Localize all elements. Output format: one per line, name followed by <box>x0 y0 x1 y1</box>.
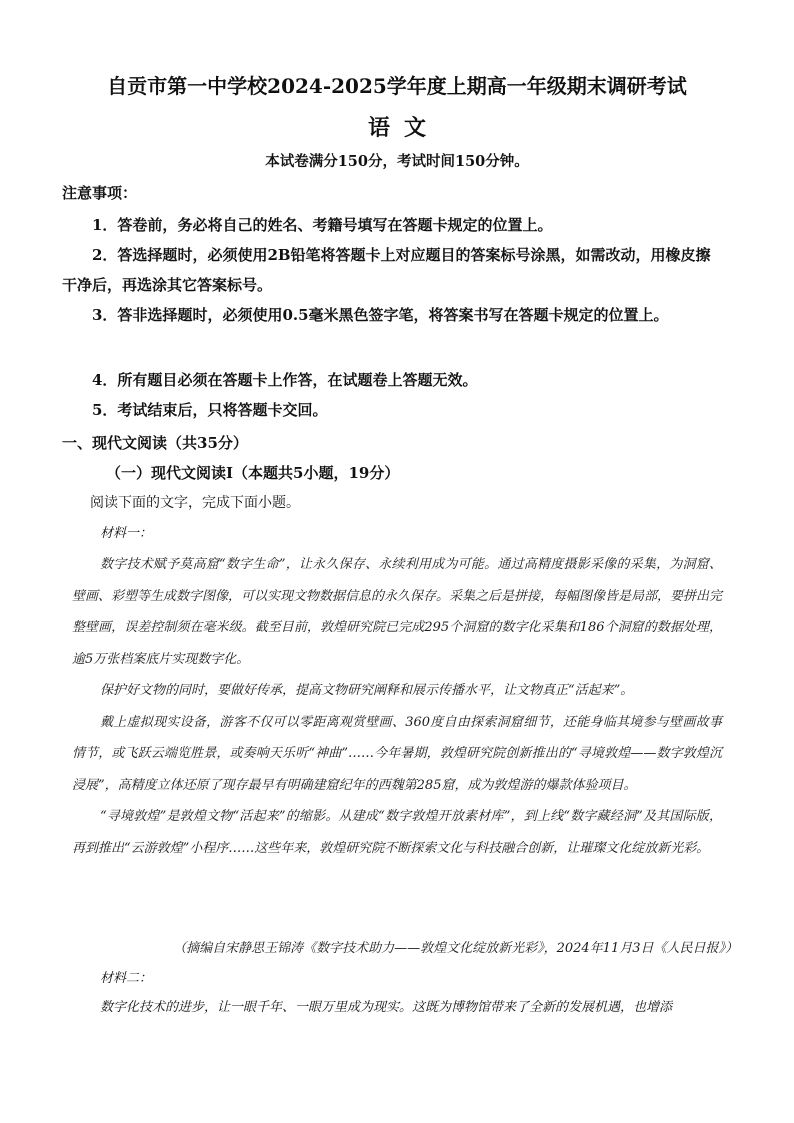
subsection-title: （一）现代文阅读I（本题共5小题，19分） <box>106 464 400 482</box>
notice-item-3: 3．答非选择题时，必须使用0.5毫米黑色签字笔，将答案书写在答题卡规定的位置上。 <box>92 306 669 324</box>
notice-item-2: 2．答选择题时，必须使用2B铅笔将答题卡上对应题目的答案标号涂黑，如需改动，用橡皮擦干净后，再选涂其它答案标号。 <box>62 246 711 294</box>
material1-body <box>72 549 722 864</box>
material1-paragraph: 保护好文物的同时，要做好传承，提高文物研究阐释和展示传播水平，让文物真正“活起来”。 <box>100 683 634 698</box>
notice-heading: 注意事项： <box>62 184 138 202</box>
material1-label: 材料一： <box>100 526 153 541</box>
material2-label: 材料二： <box>100 971 153 986</box>
section-title: 一、现代文阅读（共35分） <box>62 434 248 452</box>
material1-source: （摘编自宋静思王锦涛《数字技术助力——敦煌文化绽放新光彩》，2024年11月3日《人民日报》） <box>173 941 738 956</box>
material2-first-line: 数字化技术的进步，让一眼千年、一眼万里成为现实。这既为博物馆带来了全新的发展机遇，也增添 <box>100 1000 673 1015</box>
material1-paragraph: 戴上虚拟现实设备，游客不仅可以零距离观赏壁画、360度自由探索洞窟细节，还能身临其境参与壁画故事情节，或飞跃云端览胜景，或奏响天乐听“神曲”……今年暑期，敦煌研究院创新推出的“寻境敦煌——数字敦煌沉浸展”，高精度立体还原了现存最早有明确建窟纪年的西魏第285窟，成为敦煌游的爆款体验项目。 <box>72 714 722 793</box>
exam-title: 自贡市第一中学校2024-2025学年度上期高一年级期末调研考试 <box>107 74 687 98</box>
notice-item-4: 4．所有题目必须在答题卡上作答，在试题卷上答题无效。 <box>92 371 478 389</box>
material1-paragraph: “寻境敦煌”是敦煌文物“活起来”的缩影。从建成“数字敦煌开放素材库”，到上线“数字藏经洞”及其国际版，再到推出“云游敦煌”小程序……这些年来，敦煌研究院不断探索文化与科技融合创新，让璀璨文化绽放新光彩。 <box>72 809 722 856</box>
notice-item-1: 1．答卷前，务必将自己的姓名、考籍号填写在答题卡规定的位置上。 <box>92 216 553 234</box>
notice-item-5: 5．考试结束后，只将答题卡交回。 <box>92 401 328 419</box>
reading-instruction: 阅读下面的文字，完成下面小题。 <box>90 495 300 511</box>
material1-paragraph: 数字技术赋予莫高窟“数字生命”，让永久保存、永续利用成为可能。通过高精度摄影采像的采集，为洞窟、壁画、彩塑等生成数字图像，可以实现文物数据信息的永久保存。采集之后是拼接，每幅图像皆是局部，要拼出完整壁画，误差控制须在毫米级。截至目前，敦煌研究院已完成295个洞窟的数字化采集和186个洞窟的数据处理，逾5万张档案底片实现数字化。 <box>72 557 723 667</box>
subject-title: 语文 <box>367 115 440 141</box>
score-note: 本试卷满分150分，考试时间150分钟。 <box>265 153 529 170</box>
